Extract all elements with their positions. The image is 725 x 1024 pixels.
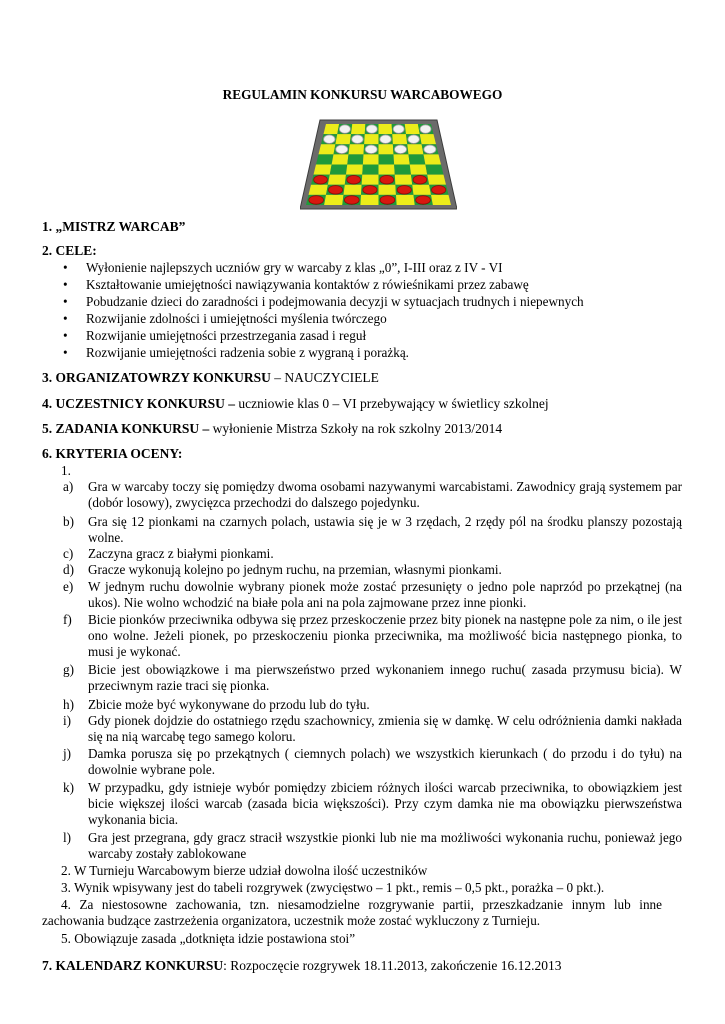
section-text: – NAUCZYCIELE <box>270 370 379 385</box>
section-4-heading <box>42 396 549 412</box>
item-label: b) <box>63 514 74 529</box>
checker-piece <box>309 196 324 205</box>
checker-piece <box>394 145 406 154</box>
section-text: uczniowie klas 0 – VI przebywający w świetlicy szkolnej <box>235 396 549 411</box>
board-square <box>395 175 413 185</box>
rule-paragraph-4: 4. Za niestosowne zachowania, tzn. niesamodzielne rozgrywanie partii, przeszkadzanie innym lub inne zachowania budzące zastrzeżenia organizatora, uczestnik może zostać wykluczony z Turnieju. <box>42 897 662 929</box>
bullet-icon: • <box>63 345 68 360</box>
item-label: l) <box>63 830 72 845</box>
checker-piece <box>416 196 431 205</box>
item-label: d) <box>63 562 74 577</box>
board-square <box>407 144 423 154</box>
section-3-heading <box>42 370 379 386</box>
list-item: W jednym ruchu dowolnie wybrany pionek może zostać przesunięty o jedno pole naprzód po przekątnej (na ukos). Nie wolno wchodzić na białe pola ani na pola zajmowane przez inne pionki. <box>88 579 682 611</box>
section-title: CELE: <box>55 243 97 258</box>
rule-paragraph-3: 3. Wynik wpisywany jest do tabeli rozgrywek (zwycięstwo – 1 pkt., remis – 0,5 pkt., porażka – 0 pkt.). <box>61 880 605 895</box>
checker-piece <box>413 175 427 184</box>
board-square <box>379 154 395 164</box>
list-item: Zaczyna gracz z białymi pionkami. <box>88 546 274 561</box>
bullet-icon: • <box>63 311 68 326</box>
board-square <box>392 134 407 144</box>
list-item: Gra w warcaby toczy się pomiędzy dwoma osobami nazywanymi warcabistami. Zawodnicy grają systemem par (dobór losowy), zwycięzca przechodzi do dalszego pojedynku. <box>88 479 682 511</box>
section-5-heading <box>42 421 502 437</box>
board-square <box>328 175 346 185</box>
item-label: c) <box>63 546 74 561</box>
board-square <box>362 175 379 185</box>
checker-piece <box>408 135 420 144</box>
list-item: Bicie pionków przeciwnika odbywa się przez przeskoczenie przez bity pionek na następne pole za nim, o ile jest ono wolne. Jeżeli pionek, po przeskoczeniu pionka przeciwnika, ma możliwość bicia następnego pionka, to musi je wykonać. <box>88 612 682 660</box>
checker-piece <box>336 145 348 154</box>
board-square <box>351 124 365 134</box>
checker-piece <box>352 135 364 144</box>
board-square <box>364 134 378 144</box>
checker-piece <box>380 196 395 205</box>
list-item: Gdy pionek dojdzie do ostatniego rzędu szachownicy, zmienia się w damkę. W celu odróżnienia damki nakłada się na nią warcabę tego samego koloru. <box>88 713 682 745</box>
section-number: 4. <box>42 396 53 411</box>
list-item: Rozwijanie umiejętności radzenia sobie z wygraną i porażką. <box>86 345 409 360</box>
section-title: ZADANIA KONKURSU – <box>55 421 210 436</box>
checker-piece <box>328 186 342 195</box>
section-number: 1. <box>42 219 53 234</box>
board-square <box>394 165 411 175</box>
bullet-icon: • <box>63 260 68 275</box>
checker-piece <box>339 125 350 134</box>
section-number: 7. <box>42 958 53 973</box>
board-square <box>347 154 363 164</box>
section-7-heading <box>42 958 562 974</box>
board-square <box>346 165 363 175</box>
board-square <box>332 154 349 164</box>
section-number: 3. <box>42 370 53 385</box>
list-item: Pobudzanie dzieci do zaradności i podejmowania decyzji w sytuacjach trudnych i niepewnych <box>86 294 584 309</box>
list-item: Gra jest przegrana, gdy gracz stracił wszystkie pionki lub nie ma możliwości wykonania ruchu, ponieważ jego warcaby zostały zablokowane <box>88 830 682 862</box>
checker-piece <box>380 135 392 144</box>
board-square <box>409 154 426 164</box>
board-square <box>324 195 343 205</box>
section-number: 5. <box>42 421 53 436</box>
checker-piece <box>344 196 359 205</box>
list-item: Zbicie może być wykonywane do przodu lub do tyłu. <box>88 697 370 712</box>
board-square <box>379 165 395 175</box>
list-item: Bicie jest obowiązkowe i ma pierwszeństwo przed wykonaniem innego ruchu( zasada przymusu bicia). W przeciwnym razie traci się pionka. <box>88 662 682 694</box>
bullet-icon: • <box>63 277 68 292</box>
checker-piece <box>365 145 377 154</box>
sub-number: 1. <box>61 463 71 478</box>
section-title: „MISTRZ WARCAB” <box>55 219 186 234</box>
bullet-icon: • <box>63 294 68 309</box>
section-number: 2. <box>42 243 53 258</box>
item-label: f) <box>63 612 72 627</box>
item-label: e) <box>63 579 74 594</box>
section-6-heading <box>42 446 182 462</box>
board-square <box>424 154 442 164</box>
list-item: Wyłonienie najlepszych uczniów gry w warcaby z klas „0”, I-III oraz z IV - VI <box>86 260 503 275</box>
board-square <box>316 154 334 164</box>
bullet-icon: • <box>63 328 68 343</box>
checkers-board-icon <box>300 118 457 211</box>
checker-piece <box>393 125 404 134</box>
board-square <box>309 185 328 195</box>
checker-piece <box>397 186 411 195</box>
board-square <box>360 195 378 205</box>
list-item: Rozwijanie umiejętności przestrzegania zasad i reguł <box>86 328 367 343</box>
board-square <box>379 185 397 195</box>
checker-piece <box>324 135 336 144</box>
board-square <box>379 124 393 134</box>
board-square <box>335 134 351 144</box>
checker-piece <box>432 186 446 195</box>
board-square <box>425 165 443 175</box>
list-item: Damka porusza się po przekątnych ( ciemnych polach) we wszystkich kierunkach ( do przodu i do tyłu) na dowolnie wybrane pole. <box>88 746 682 778</box>
checker-piece <box>347 175 361 184</box>
list-item: Gra się 12 pionkami na czarnych polach, ustawia się je w 3 rzędach, 2 rzędy pól na środku planszy pozostają wolne. <box>88 514 682 546</box>
board-square <box>431 195 451 205</box>
board-square <box>349 144 365 154</box>
board-square <box>405 124 420 134</box>
board-square <box>344 185 362 195</box>
rule-paragraph-2: 2. W Turnieju Warcabowym bierze udział dowolna ilość uczestników <box>61 863 428 878</box>
list-item: W przypadku, gdy istnieje wybór pomiędzy zbiciem różnych ilości warcab przeciwnika, to obowiązkiem jest bicie większej ilości warcab (zasada bicia większości). Przy czym damka nie ma obowiązku pierwszeństwa wykonania bicia. <box>88 780 682 828</box>
board-square <box>319 144 336 154</box>
section-2-heading <box>42 243 97 259</box>
board-square <box>396 195 415 205</box>
section-text: wyłonienie Mistrza Szkoły na rok szkolny 2013/2014 <box>209 421 503 436</box>
checker-piece <box>366 125 377 134</box>
board-square <box>379 144 394 154</box>
section-title: KRYTERIA OCENY: <box>55 446 183 461</box>
rule-paragraph-5: 5. Obowiązuje zasada „dotknięta idzie postawiona stoi” <box>61 931 356 946</box>
checker-piece <box>420 125 431 134</box>
item-label: j) <box>63 746 72 761</box>
item-label: k) <box>63 780 74 795</box>
document-title: REGULAMIN KONKURSU WARCABOWEGO <box>222 87 503 102</box>
checker-piece <box>424 145 436 154</box>
board-square <box>314 165 332 175</box>
board-square <box>427 175 446 185</box>
section-title: KALENDARZ KONKURSU <box>55 958 224 973</box>
list-item: Kształtowanie umiejętności nawiązywania kontaktów z rówieśnikami przez zabawę <box>86 277 529 292</box>
board-square <box>410 165 428 175</box>
section-text: : Rozpoczęcie rozgrywek 18.11.2013, zakończenie 16.12.2013 <box>223 958 562 973</box>
checker-piece <box>314 175 328 184</box>
checker-piece <box>380 175 394 184</box>
board-square <box>363 154 379 164</box>
list-item: Rozwijanie zdolności i umiejętności myślenia twórczego <box>86 311 387 326</box>
board-square <box>362 165 378 175</box>
board-square <box>330 165 348 175</box>
item-label: g) <box>63 662 74 677</box>
item-label: h) <box>63 697 74 712</box>
list-item: Gracze wykonują kolejno po jednym ruchu, na przemian, własnymi pionkami. <box>88 562 502 577</box>
section-1-heading <box>42 219 185 235</box>
section-title: UCZESTNICY KONKURSU – <box>55 396 236 411</box>
board-square <box>394 154 410 164</box>
board-square <box>324 124 340 134</box>
section-number: 6. <box>42 446 53 461</box>
section-title: ORGANIZATOWRZY KONKURSU <box>55 370 271 385</box>
board-square <box>412 185 431 195</box>
item-label: i) <box>63 713 72 728</box>
board-square <box>420 134 436 144</box>
checkers-board-graphic <box>300 118 457 211</box>
item-label: a) <box>63 479 74 494</box>
checker-piece <box>363 186 377 195</box>
